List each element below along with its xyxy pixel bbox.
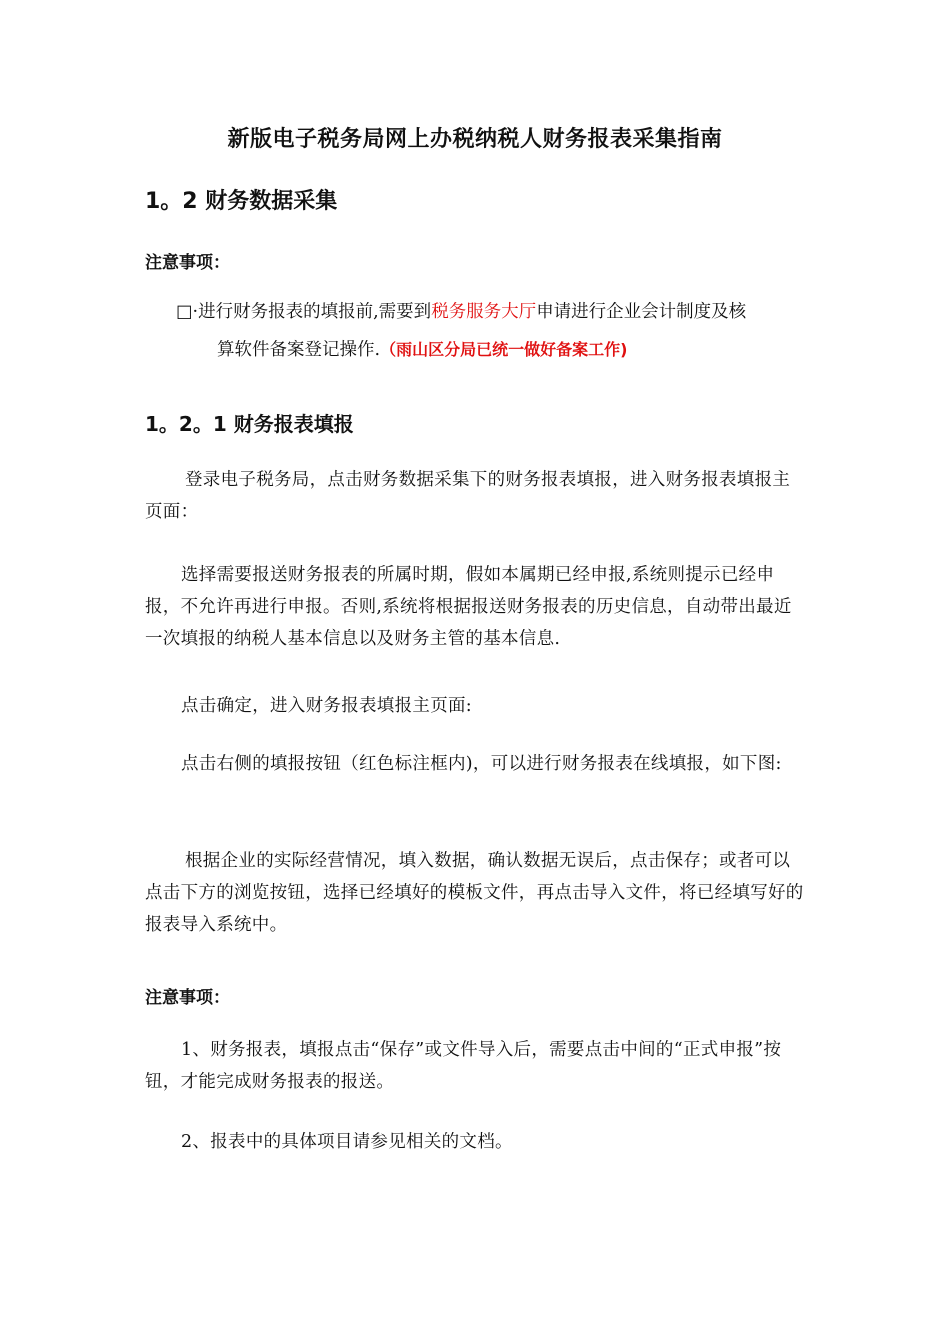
- section-heading-1-2-1: 1。2。1 财务报表填报: [145, 412, 354, 436]
- paragraph: 点击确定，进入财务报表填报主页面:: [181, 696, 472, 716]
- note-heading: 注意事项：: [145, 988, 230, 1008]
- note-item: 1、财务报表，填报点击“保存”或文件导入后，需要点击中间的“正式申报”按钮，才能完成财务报表的报送。: [145, 1040, 782, 1092]
- highlight-text: 税务服务大厅: [431, 302, 537, 322]
- note-item: 2、报表中的具体项目请参见相关的文档。: [181, 1132, 513, 1152]
- bullet-item: □·进行财务报表的填报前,需要到税务服务大厅申请进行企业会计制度及核: [176, 302, 747, 322]
- highlight-bold-text: （雨山区分局已统一做好备案工作): [380, 340, 628, 359]
- section-heading-1-2: 1。2 财务数据采集: [145, 189, 338, 214]
- paragraph: 点击右侧的填报按钮（红色标注框内)，可以进行财务报表在线填报，如下图:: [181, 754, 782, 774]
- paragraph: 登录电子税务局，点击财务数据采集下的财务报表填报，进入财务报表填报主页面：: [145, 470, 791, 522]
- bullet-marker: □: [176, 302, 193, 322]
- paragraph: 选择需要报送财务报表的所属时期，假如本属期已经申报,系统则提示已经申报，不允许再进行申报。否则,系统将根据报送财务报表的历史信息，自动带出最近一次填报的纳税人基本信息以及财务主管的基本信息.: [145, 565, 792, 649]
- note-heading: 注意事项：: [145, 253, 230, 273]
- paragraph: 根据企业的实际经营情况，填入数据，确认数据无误后，点击保存；或者可以点击下方的浏览按钮，选择已经填好的模板文件，再点击导入文件，将已经填写好的报表导入系统中。: [145, 851, 804, 935]
- bullet-item-continuation: 算软件备案登记操作.（雨山区分局已统一做好备案工作): [217, 340, 628, 360]
- document-title: 新版电子税务局网上办税纳税人财务报表采集指南: [227, 127, 723, 152]
